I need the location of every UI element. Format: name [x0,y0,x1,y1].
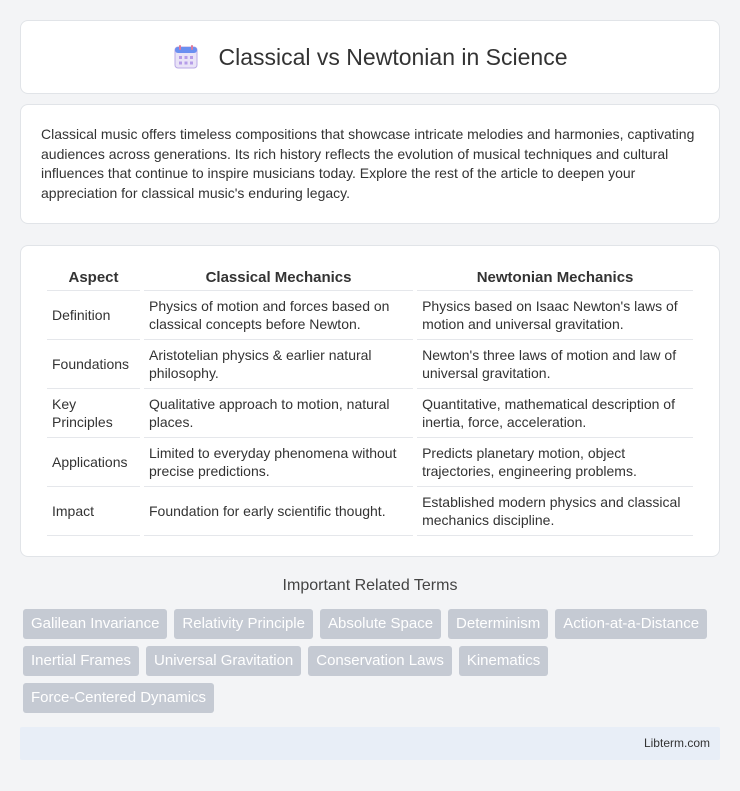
comparison-table-card [20,245,720,557]
table-cell: Predicts planetary motion, object trajectories, engineering problems. [417,438,693,487]
intro-card [20,104,720,224]
related-term-tag[interactable]: Force-Centered Dynamics [23,683,214,713]
related-term-tag[interactable]: Action-at-a-Distance [555,609,707,639]
table-row [47,438,693,487]
table-cell: Applications [47,438,140,487]
table-cell: Foundations [47,340,140,389]
table-header-row [47,266,693,291]
table-cell: Key Principles [47,389,140,438]
table-cell: Newton's three laws of motion and law of universal gravitation. [417,340,693,389]
table-row [47,340,693,389]
related-term-tag[interactable]: Conservation Laws [308,646,452,676]
table-cell: Quantitative, mathematical description of inertia, force, acceleration. [417,389,693,438]
table-cell: Qualitative approach to motion, natural places. [144,389,413,438]
table-cell: Definition [47,291,140,340]
related-term-tag[interactable]: Absolute Space [320,609,441,639]
footer-site-link[interactable]: Libterm.com [643,736,710,750]
comparison-table [43,266,697,536]
header-card [20,20,720,94]
related-term-tag[interactable]: Relativity Principle [174,609,313,639]
table-cell: Physics of motion and forces based on classical concepts before Newton. [144,291,413,340]
column-header: Aspect [47,266,140,291]
table-row [47,291,693,340]
footer [20,727,720,760]
table-cell: Foundation for early scientific thought. [144,487,413,536]
calendar-icon [173,44,199,70]
page-title: Classical vs Newtonian in Science [218,43,568,70]
related-term-tag[interactable]: Galilean Invariance [23,609,167,639]
column-header: Classical Mechanics [144,266,413,291]
table-row [47,389,693,438]
table-cell: Established modern physics and classical mechanics discipline. [417,487,693,536]
related-term-tag[interactable]: Inertial Frames [23,646,139,676]
table-cell: Limited to everyday phenomena without precise predictions. [144,438,413,487]
table-cell: Aristotelian physics & earlier natural philosophy. [144,340,413,389]
related-term-tag[interactable]: Universal Gravitation [146,646,301,676]
intro-text: Classical music offers timeless compositions that showcase intricate melodies and harmonies, captivating audiences across generations. Its rich history reflects the evolution of musical techniques and cultural influences that continue to inspire musicians today. Explore the rest of the article to deepen your appreciation for classical music's enduring legacy. [41,126,695,201]
related-terms-list [23,609,723,713]
related-term-tag[interactable]: Determinism [448,609,548,639]
related-term-tag[interactable]: Kinematics [459,646,548,676]
related-terms-title: Important Related Terms [282,577,458,594]
column-header: Newtonian Mechanics [417,266,693,291]
table-cell: Physics based on Isaac Newton's laws of motion and universal gravitation. [417,291,693,340]
table-row [47,487,693,536]
table-cell: Impact [47,487,140,536]
